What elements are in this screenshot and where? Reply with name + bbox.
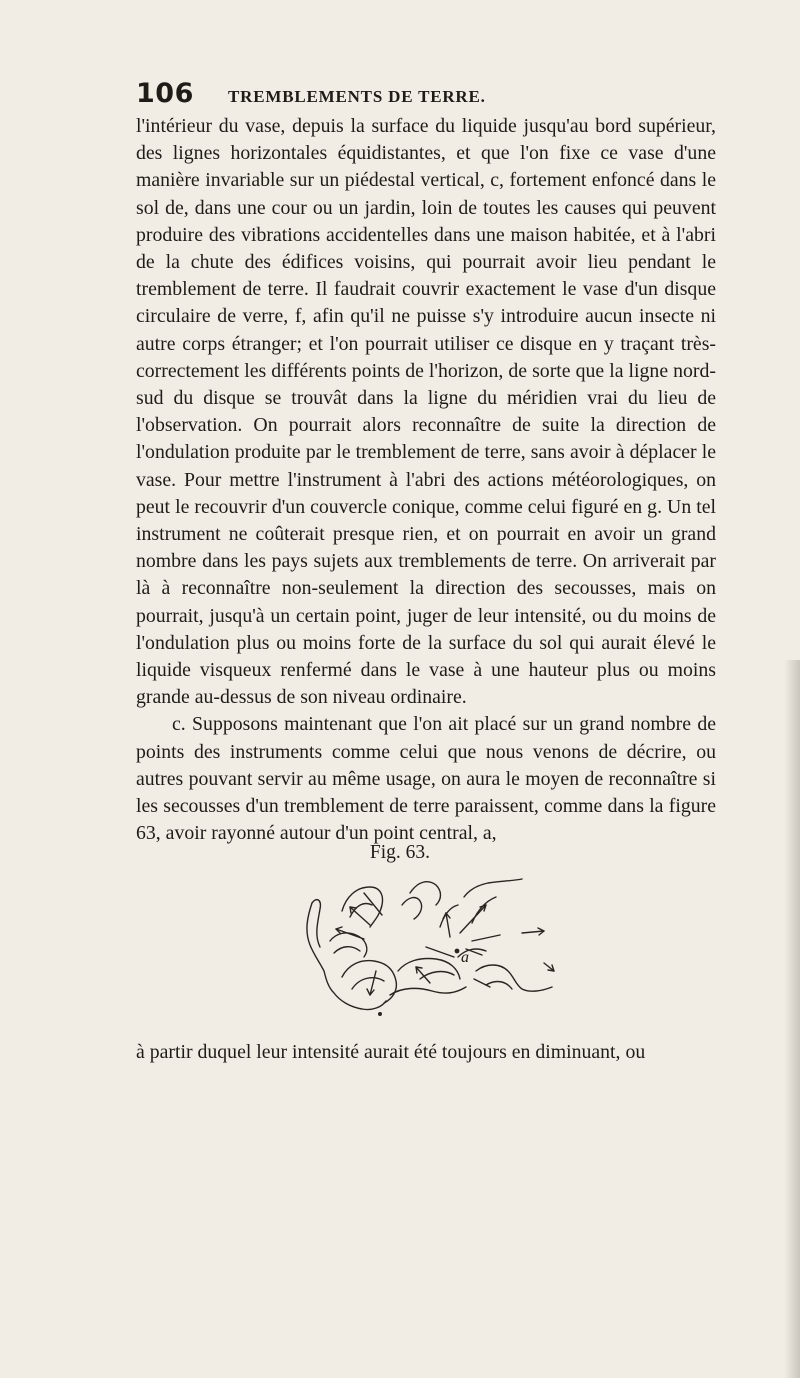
central-point-marker [455, 949, 460, 954]
figure-caption: Fig. 63. [369, 842, 431, 863]
continuation-line: à partir duquel leur intensité aurait été toujours en diminuant, ou [136, 1041, 646, 1063]
page-edge-shadow [784, 660, 800, 1378]
figure-center-label: a [461, 949, 469, 966]
page-header [136, 78, 716, 118]
earthquake-radiation-diagram [290, 875, 610, 1020]
paragraph-2: c. Supposons maintenant que l'on ait placé sur un grand nombre de points des instruments comme celui que nous venons de décrire, ou autres pouvant servir au même usage, on aura le moyen de reconnaître si les secousses d'un tremblement de terre paraissent, comme dans la figure 63, avoir rayonné autour d'un point central, a, [136, 713, 716, 845]
figure-63 [290, 875, 610, 1020]
body-text [136, 113, 716, 847]
running-title: TREMBLEMENTS DE TERRE. [228, 87, 486, 106]
lower-point-marker [378, 1012, 382, 1016]
page-number: 106 [136, 78, 194, 109]
paragraph-1: l'intérieur du vase, depuis la surface du liquide jusqu'au bord supérieur, des lignes horizontales équidistantes, et que l'on fixe ce vase d'une manière invariable sur un piédestal vertical, c, fortement enfoncé dans le sol de, dans une cour ou un jardin, loin de toutes les causes qui peuvent produire des vibrations accidentelles dans une maison habitée, et à l'abri de la chute des édifices voisins, qui pourrait avoir lieu pendant le tremblement de terre. Il faudrait couvrir exactement le vase d'un disque circulaire de verre, f, afin qu'il ne puisse s'y introduire aucun insecte ni autre corps étranger; et l'on pourrait utiliser ce disque en y traçant très-correctement les différents points de l'horizon, de sorte que la ligne nord-sud du disque se trouvât dans la ligne du méridien vrai du lieu de l'observation. On pourrait alors reconnaître de suite la direction de l'ondulation produite par le tremblement de terre, sans avoir à déplacer le vase. Pour mettre l'instrument à l'abri des actions météorologiques, on peut le recouvrir d'un couvercle conique, comme celui figuré en g. Un tel instrument ne coûterait presque rien, et on pourrait en avoir un grand nombre dans les pays sujets aux tremblements de terre. On arriverait par là à reconnaître non-seulement la direction des secousses, mais on pourrait, jusqu'à un certain point, juger de leur intensité, ou du moins de l'ondulation plus ou moins forte de la surface du sol qui aurait élevé le liquide visqueux renfermé dans le vase à une hauteur plus ou moins grande au-dessus de son niveau ordinaire. [136, 115, 716, 709]
